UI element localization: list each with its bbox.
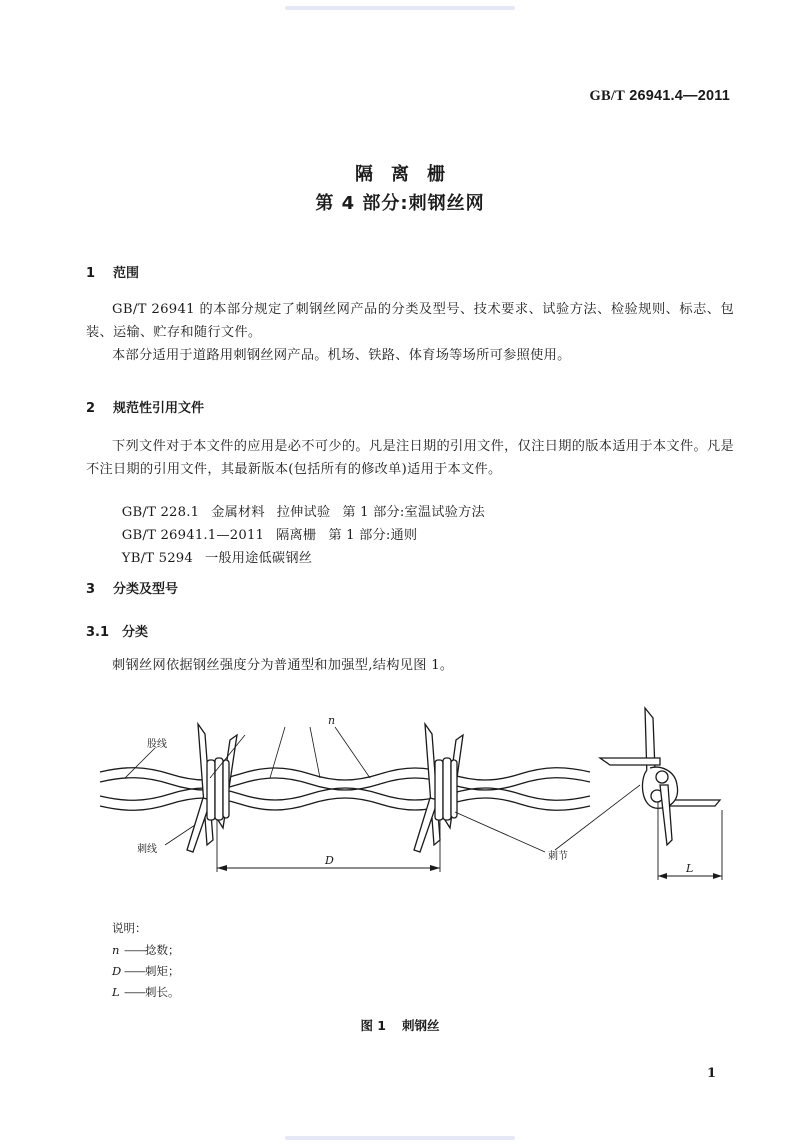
barb-knot-right bbox=[414, 724, 463, 852]
figure-title: 刺钢丝 bbox=[402, 1018, 440, 1033]
figure-number: 图 1 bbox=[360, 1018, 387, 1033]
section-number: 1 bbox=[86, 266, 96, 281]
standard-code bbox=[590, 88, 730, 105]
legend-meaning: 刺矩； bbox=[145, 964, 180, 978]
section-number: 3.1 bbox=[86, 625, 110, 640]
legend-dash: —— bbox=[124, 985, 145, 999]
page-number: 1 bbox=[707, 1066, 717, 1081]
legend-meaning: 刺长。 bbox=[145, 985, 180, 999]
standard-number: 26941.4—2011 bbox=[629, 88, 730, 104]
section-title: 分类 bbox=[122, 625, 149, 640]
barb-length-label: L bbox=[686, 862, 694, 875]
section-heading-normative-references bbox=[86, 397, 204, 416]
section-title: 分类及型号 bbox=[113, 582, 179, 597]
reference-code: GB/T 228.1 bbox=[121, 505, 200, 520]
legend-symbol: L bbox=[112, 985, 120, 999]
barbed-wire-figure bbox=[95, 700, 740, 890]
reference-title-part: 金属材料 bbox=[211, 505, 265, 520]
reference-code: GB/T 26941.1—2011 bbox=[121, 528, 265, 543]
reference-code: YB/T 5294 bbox=[121, 551, 193, 566]
subsection-heading-classification bbox=[86, 621, 148, 640]
document-title: 隔离栅 bbox=[355, 164, 463, 185]
legend-item bbox=[112, 984, 180, 1000]
legend-dash: —— bbox=[124, 964, 145, 978]
legend-meaning: 捻数； bbox=[145, 943, 180, 957]
figure-caption bbox=[0, 1016, 800, 1034]
legend-item bbox=[112, 963, 180, 979]
watermark-top bbox=[285, 6, 515, 10]
references-intro-paragraph: 下列文件对于本文件的应用是必不可少的。凡是注日期的引用文件，仅注日期的版本适用于本文件。凡是不注日期的引用文件，其最新版本(包括所有的修改单)适用于本文件。 bbox=[86, 439, 734, 477]
twist-count-label: n bbox=[328, 714, 336, 727]
section-title: 范围 bbox=[113, 266, 140, 281]
section-number: 2 bbox=[86, 401, 96, 416]
reference-title-part: 一般用途低碳钢丝 bbox=[205, 551, 313, 566]
legend-title: 说明： bbox=[112, 921, 147, 935]
barbed-wire-drawing bbox=[95, 700, 740, 890]
standard-prefix: GB/T bbox=[589, 88, 625, 104]
barb-knot-label: 刺节 bbox=[548, 851, 568, 862]
barb-wire-label: 刺线 bbox=[137, 844, 157, 855]
legend-dash: —— bbox=[124, 943, 145, 957]
legend-symbol: D bbox=[112, 964, 122, 978]
section-heading-scope bbox=[86, 262, 139, 281]
legend-symbol: n bbox=[112, 943, 120, 957]
document-subtitle: 第 4 部分:刺钢丝网 bbox=[315, 193, 485, 214]
reference-title-part: 隔离栅 bbox=[276, 528, 317, 543]
legend-item bbox=[112, 942, 180, 958]
strand-wire-label: 股线 bbox=[147, 739, 167, 750]
section-heading-classification bbox=[86, 578, 178, 597]
section-title: 规范性引用文件 bbox=[113, 401, 205, 416]
reference-title-part: 第 1 部分:室温试验方法 bbox=[342, 505, 485, 520]
reference-title-part: 拉伸试验 bbox=[276, 505, 331, 520]
barb-side-view bbox=[600, 708, 722, 880]
scope-paragraph-1: GB/T 26941 的本部分规定了刺钢丝网产品的分类及型号、技术要求、试验方法、检验规则、标志、包装、运输、贮存和随行文件。 bbox=[86, 302, 734, 340]
section-number: 3 bbox=[86, 582, 96, 597]
barb-spacing-label: D bbox=[325, 854, 334, 867]
scope-paragraph-2: 本部分适用于道路用刺钢丝网产品。机场、铁路、体育场等场所可参照使用。 bbox=[112, 348, 571, 363]
watermark-bottom bbox=[285, 1136, 515, 1140]
reference-title-part: 第 1 部分:通则 bbox=[328, 528, 418, 543]
reference-item bbox=[113, 532, 312, 566]
classification-paragraph: 刺钢丝网依据钢丝强度分为普通型和加强型,结构见图 1。 bbox=[112, 658, 454, 673]
